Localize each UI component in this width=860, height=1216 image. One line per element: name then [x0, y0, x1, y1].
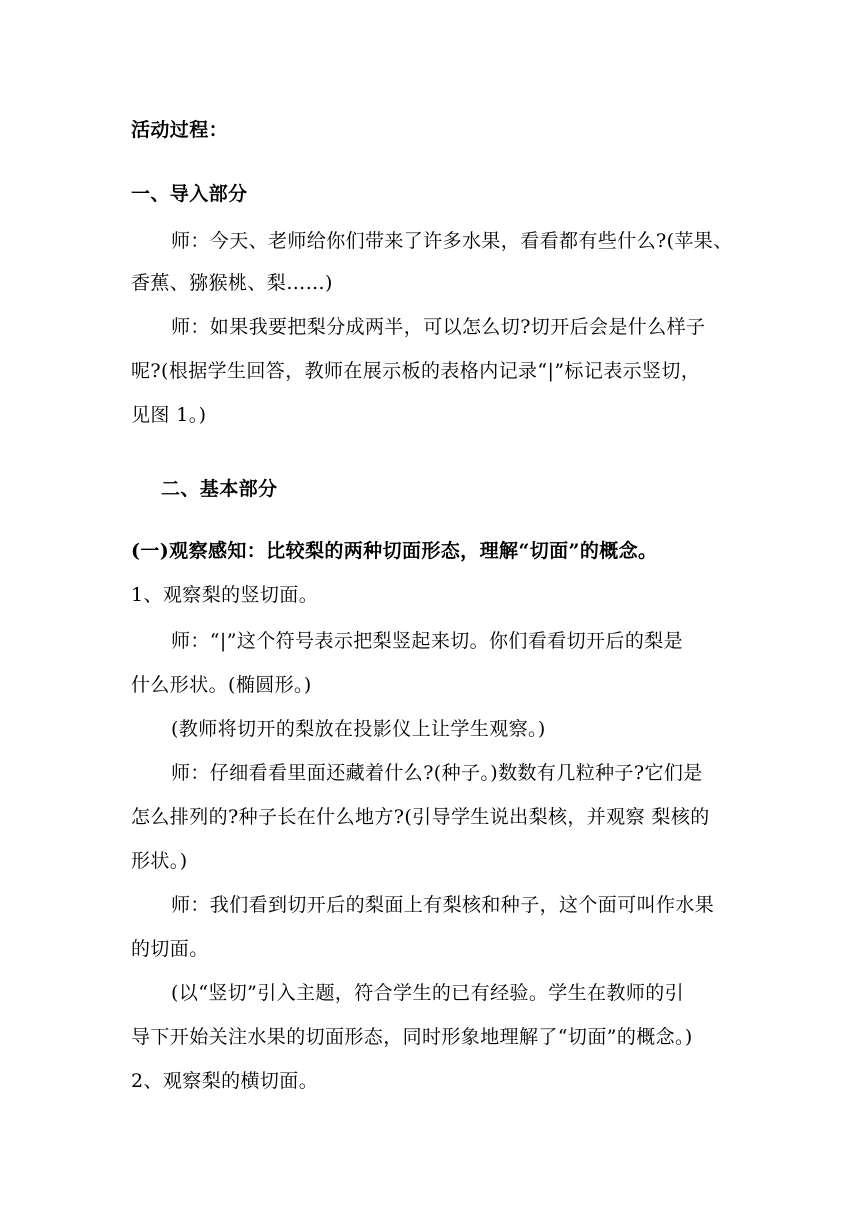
paragraph-line: (以“竖切”引入主题，符合学生的已有经验。学生在教师的引 — [171, 982, 685, 1004]
paragraph-line: 的切面。 — [131, 938, 209, 960]
paragraph-line: 香蕉、猕猴桃、梨……) — [131, 272, 333, 294]
paragraph-line: 怎么排列的?种子长在什么地方?(引导学生说出梨核，并观察 梨核的 — [131, 806, 710, 828]
paragraph-line: 见图 1。) — [131, 404, 207, 426]
list-item: 2、观察梨的横切面。 — [131, 1070, 319, 1092]
paragraph-line: 师：如果我要把梨分成两半，可以怎么切?切开后会是什么样子 — [171, 316, 706, 338]
list-item: 1、观察梨的竖切面。 — [131, 584, 319, 606]
paragraph-line: 导下开始关注水果的切面形态，同时形象地理解了“切面”的概念。) — [131, 1026, 693, 1048]
section-title-intro: 一、导入部分 — [131, 183, 248, 205]
subsection-title: (一)观察感知：比较梨的两种切面形态，理解“切面”的概念。 — [131, 540, 658, 562]
paragraph-line: 师：“|”这个符号表示把梨竖起来切。你们看看切开后的梨是 — [171, 630, 684, 652]
paragraph-line: 师：我们看到切开后的梨面上有梨核和种子，这个面可叫作水果 — [171, 894, 715, 916]
paragraph-line: (教师将切开的梨放在投影仪上让学生观察。) — [171, 718, 546, 740]
section-title-basic: 二、基本部分 — [161, 478, 278, 500]
paragraph-line: 师：仔细看看里面还藏着什么?(种子。)数数有几粒种子?它们是 — [171, 762, 703, 784]
paragraph-line: 呢?(根据学生回答，教师在展示板的表格内记录“|”标记表示竖切， — [131, 360, 701, 382]
paragraph-line: 形状。) — [131, 850, 188, 872]
heading-process: 活动过程： — [131, 119, 229, 141]
paragraph-line: 什么形状。(椭圆形。) — [131, 674, 312, 696]
paragraph-line: 师：今天、老师给你们带来了许多水果，看看都有些什么?(苹果、 — [171, 230, 733, 252]
